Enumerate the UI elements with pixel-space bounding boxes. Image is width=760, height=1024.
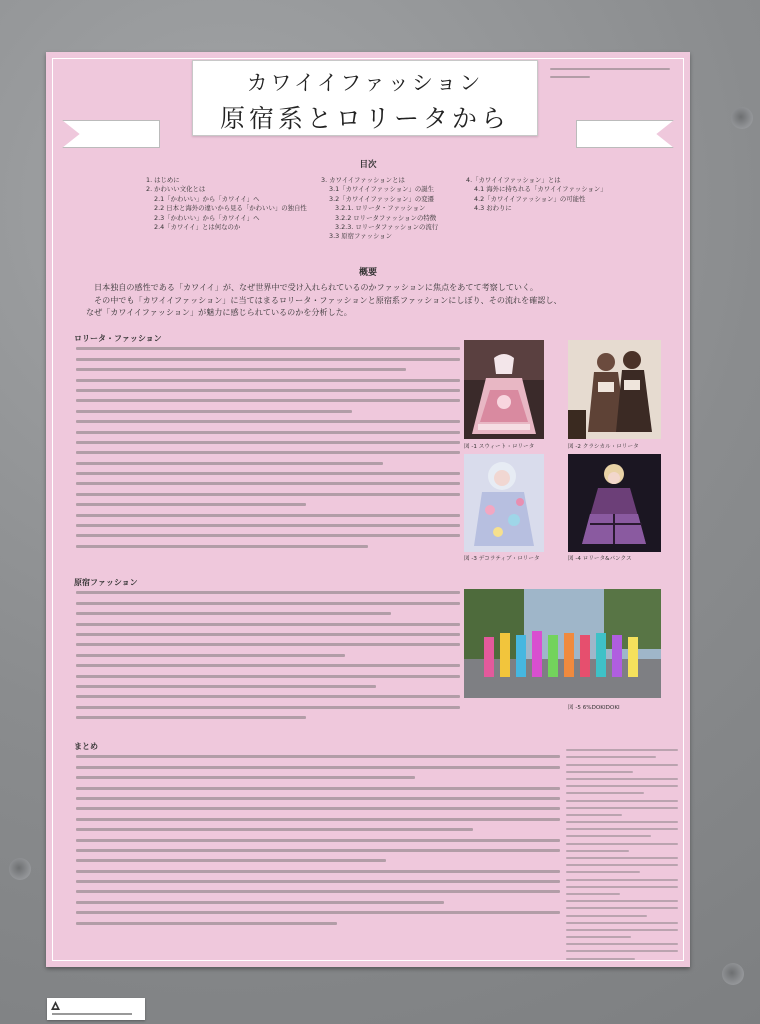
toc-item: 1. はじめに [146, 176, 180, 184]
section-heading-lolita: ロリータ・ファッション [74, 334, 162, 343]
section-heading-summary: まとめ [74, 742, 98, 751]
toc-item: 3.1「カワイイファッション」の誕生 [329, 185, 435, 194]
exhibit-label-text [52, 1012, 132, 1015]
toc-column-1 [146, 176, 307, 232]
university-logo-icon [51, 1001, 60, 1010]
figure-5-photo [464, 589, 661, 698]
figure-2-caption: 図 -2 クラシカル・ロリータ [568, 444, 639, 450]
toc-item: 3. カワイイファッションとは [321, 176, 405, 184]
exhibit-label [47, 998, 145, 1020]
figure-1-photo [464, 340, 544, 439]
toc-column-3 [466, 176, 607, 214]
toc-heading: 目次 [359, 160, 377, 170]
toc-item: 3.2.1. ロリータ・ファッション [335, 204, 426, 213]
toc-item: 4.2「カワイイファッション」の可能性 [474, 194, 586, 203]
toc-item: 3.3 原宿ファッション [329, 232, 393, 241]
toc-item: 2.3「かわいい」から「カワイイ」へ [154, 213, 260, 222]
figure-4-photo [568, 454, 661, 552]
wall-hole [722, 963, 744, 985]
figure-3-photo [464, 454, 544, 552]
title-banner [192, 60, 538, 136]
title-line-2: 原宿系とロリータから [219, 104, 510, 133]
wall-hole [731, 107, 753, 129]
figure-4-caption: 図 -4 ロリータ&パンクス [568, 556, 632, 562]
toc-item: 4.「カワイイファッション」とは [466, 176, 561, 184]
toc-item: 4.1 海外に持ちれる「カワイイファッション」 [474, 185, 607, 194]
section-heading-harajuku: 原宿ファッション [74, 578, 138, 587]
toc-column-2 [321, 176, 438, 242]
toc-item: 4.3 おわりに [474, 204, 512, 213]
abstract-text [86, 281, 646, 319]
poster [46, 52, 690, 967]
toc-item: 3.2.2 ロリータファッションの特徴 [335, 213, 437, 222]
toc-item: 2.4「カワイイ」とは何なのか [154, 223, 241, 232]
author-affiliation [550, 66, 676, 78]
toc-item: 3.2.3. ロリータファッションの流行 [335, 223, 439, 232]
references-list [566, 744, 678, 960]
summary-body-text [76, 748, 560, 925]
title-line-1: カワイイファッション [246, 71, 484, 95]
figure-3-caption: 図 -3 デコラティブ・ロリータ [464, 556, 540, 562]
harajuku-body-text [76, 584, 460, 719]
toc-item: 2.2 日本と海外の違いから見る「かわいい」の独自性 [154, 204, 307, 213]
figure-5-caption: 図 -5 6%DOKIDOKI [568, 705, 620, 711]
abstract-line: その中でも「カワイイファッション」に当てはまるロリータ・ファッションと原宿系ファッションにしぼり、その流れを確認し、 [94, 294, 562, 305]
figure-2-photo [568, 340, 661, 439]
wall-hole [9, 858, 31, 880]
abstract-heading: 概要 [358, 268, 377, 278]
lolita-body-text [76, 340, 460, 548]
abstract-line: 日本独自の感性である「カワイイ」が、なぜ世界中で受け入れられているのかファッションに焦点をあてて考察していく。 [94, 282, 539, 292]
toc-item: 3.2「カワイイファッション」の変遷 [329, 194, 435, 203]
abstract-line: なぜ「カワイイファッション」が魅力に感じられているのかを分析した。 [86, 307, 352, 318]
figure-1-caption: 図 -1 スウィート・ロリータ [464, 444, 535, 450]
toc-item: 2. かわいい文化とは [146, 185, 206, 194]
toc-item: 2.1「かわいい」から「カワイイ」へ [154, 194, 260, 203]
